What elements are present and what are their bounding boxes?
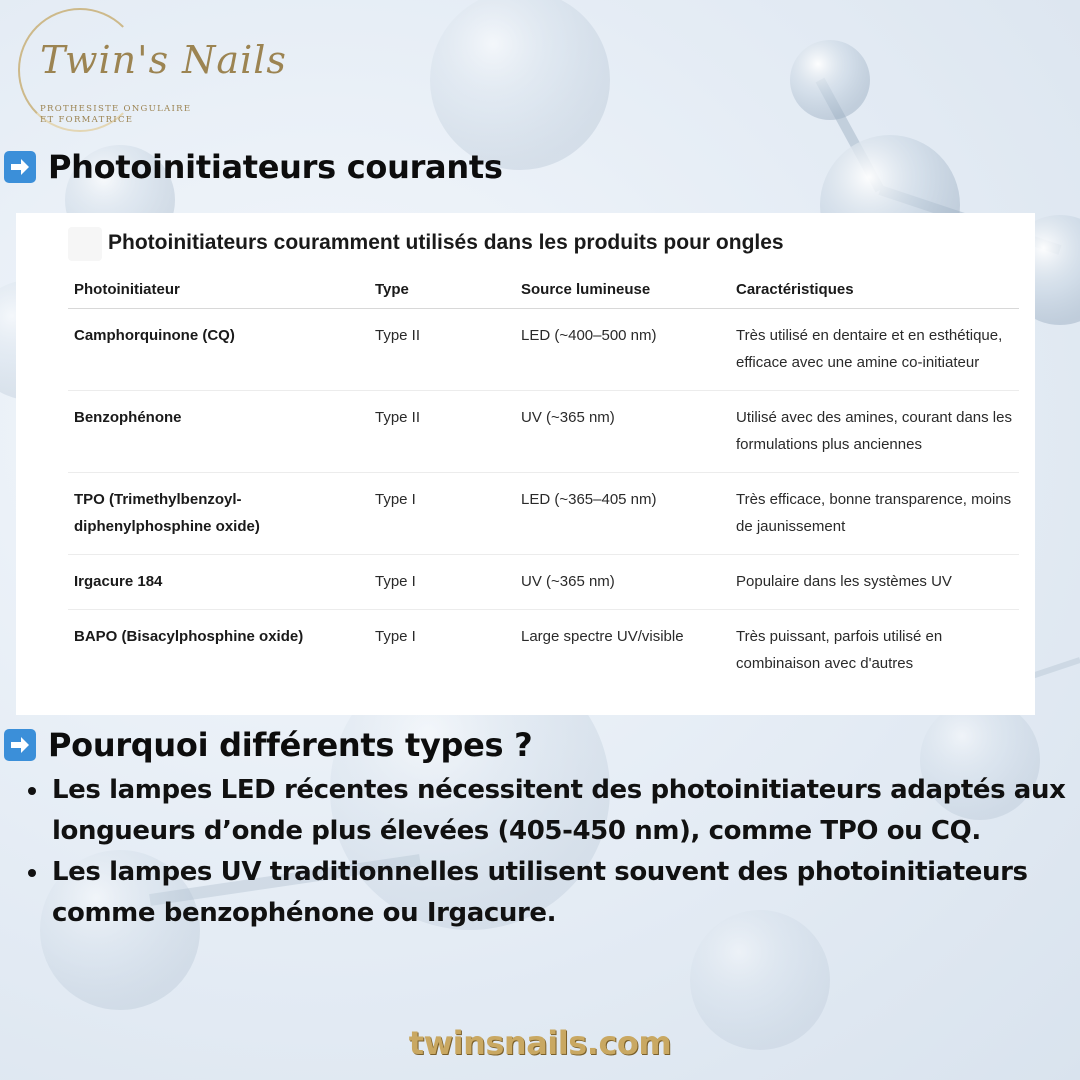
bullet-dot-icon xyxy=(28,869,36,877)
cell-type: Type II xyxy=(369,391,515,473)
column-header: Photoinitiateur xyxy=(68,273,369,309)
cell-photoinitiator: BAPO (Bisacylphosphine oxide) xyxy=(74,628,304,645)
table-row xyxy=(68,391,1019,473)
logo-script: Twin's Nails xyxy=(40,38,287,82)
cell-light-source: UV (~365 nm) xyxy=(515,555,730,610)
brand-logo xyxy=(18,8,287,128)
list-item-text: Les lampes UV traditionnelles utilisent souvent des photoinitiateurs comme benzophénone ou Irgacure. xyxy=(52,857,1028,928)
section-title: Photoinitiateurs courants xyxy=(48,148,503,186)
right-arrow-icon xyxy=(4,729,36,761)
right-arrow-icon xyxy=(4,151,36,183)
column-header: Source lumineuse xyxy=(515,273,730,309)
table-card xyxy=(16,213,1035,715)
bullet-dot-icon xyxy=(28,787,36,795)
table-row xyxy=(68,610,1019,692)
footer-website: twinsnails.com xyxy=(408,1024,672,1062)
logo-subtitle-line2: ET FORMATRICE xyxy=(40,115,134,125)
cell-characteristics: Très puissant, parfois utilisé en combinaison avec d'autres xyxy=(736,628,943,672)
table-row xyxy=(68,555,1019,610)
column-header: Caractéristiques xyxy=(730,273,1019,309)
bullet-list xyxy=(28,770,1068,934)
list-item-text: Les lampes LED récentes nécessitent des photoinitiateurs adaptés aux longueurs d’onde plus élevées (405-450 nm), comme TPO ou CQ. xyxy=(52,775,1066,846)
cell-characteristics: Très utilisé en dentaire et en esthétique, efficace avec une amine co-initiateur xyxy=(730,309,1019,391)
cell-type: Type I xyxy=(369,555,515,610)
logo-subtitle-line1: PROTHESISTE ONGULAIRE xyxy=(40,104,192,114)
column-header: Type xyxy=(369,273,515,309)
cell-light-source: LED (~365–405 nm) xyxy=(515,473,730,555)
table-row xyxy=(68,309,1019,391)
cell-type: Type II xyxy=(369,309,515,391)
cell-characteristics: Populaire dans les systèmes UV xyxy=(730,555,1019,610)
section-heading-common xyxy=(4,148,503,186)
cell-type: Type I xyxy=(375,628,416,645)
cell-light-source: Large spectre UV/visible xyxy=(521,628,684,645)
table-title: Photoinitiateurs couramment utilisés dans les produits pour ongles xyxy=(108,231,784,254)
photoinitiator-table xyxy=(68,273,1019,691)
title-placeholder-box xyxy=(68,227,102,261)
section-title: Pourquoi différents types ? xyxy=(48,726,533,764)
cell-photoinitiator: Benzophénone xyxy=(68,391,369,473)
cell-light-source: LED (~400–500 nm) xyxy=(515,309,730,391)
table-row xyxy=(68,473,1019,555)
list-item xyxy=(28,852,1068,934)
cell-characteristics: Utilisé avec des amines, courant dans les formulations plus anciennes xyxy=(730,391,1019,473)
cell-photoinitiator: Camphorquinone (CQ) xyxy=(68,309,369,391)
logo-subtitle xyxy=(40,104,191,126)
list-item xyxy=(28,770,1068,852)
cell-characteristics: Très efficace, bonne transparence, moins de jaunissement xyxy=(730,473,1019,555)
section-heading-why xyxy=(4,726,532,764)
cell-photoinitiator: Irgacure 184 xyxy=(68,555,369,610)
cell-type: Type I xyxy=(369,473,515,555)
cell-light-source: UV (~365 nm) xyxy=(515,391,730,473)
table-header-row xyxy=(68,273,1019,309)
cell-photoinitiator: TPO (Trimethylbenzoyl-diphenylphosphine oxide) xyxy=(68,473,369,555)
